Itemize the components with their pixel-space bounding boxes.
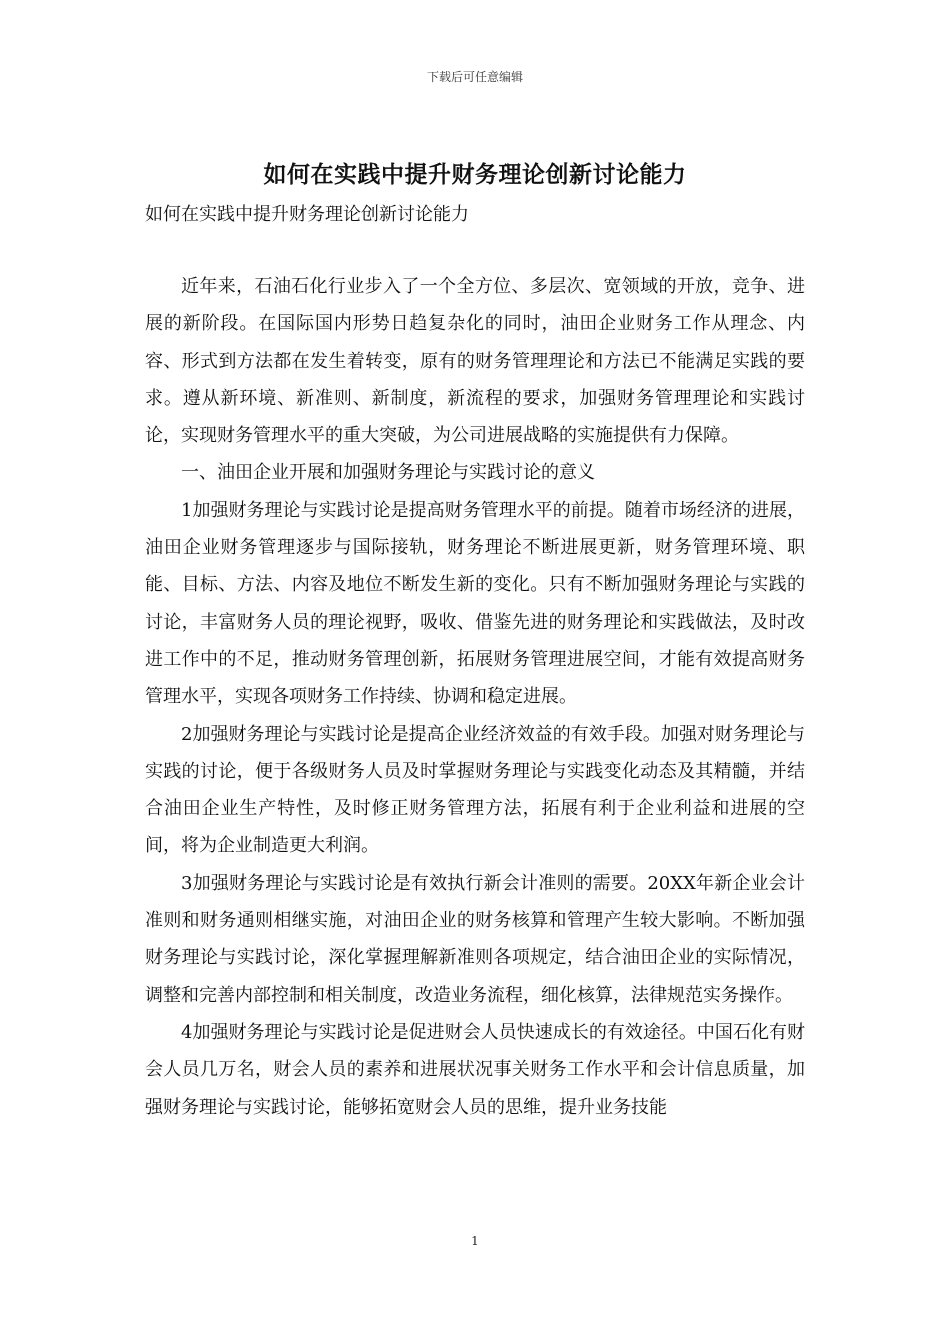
page-number: 1 <box>471 1234 479 1248</box>
document-title: 如何在实践中提升财务理论创新讨论能力 <box>263 161 687 188</box>
document-subtitle: 如何在实践中提升财务理论创新讨论能力 <box>145 204 469 225</box>
paragraph-point-4: 4加强财务理论与实践讨论是促进财会人员快速成长的有效途径。中国石化有财会人员几万名，财会人员的素养和进展状况事关财务工作水平和会计信息质量，加强财务理论与实践讨论，能够拓宽财会人员的思维，提升业务技能 <box>145 1021 805 1118</box>
header-note: 下载后可任意编辑 <box>426 70 523 84</box>
paragraph-point-2: 2加强财务理论与实践讨论是提高企业经济效益的有效手段。加强对财务理论与实践的讨论，便于各级财务人员及时掌握财务理论与实践变化动态及其精髓，并结合油田企业生产特性，及时修正财务管理方法，拓展有利于企业利益和进展的空间，将为企业制造更大利润。 <box>145 723 805 857</box>
document-body <box>145 268 805 1126</box>
paragraph-intro: 近年来，石油石化行业步入了一个全方位、多层次、宽领域的开放，竞争、进展的新阶段。在国际国内形势日趋复杂化的同时，油田企业财务工作从理念、内容、形式到方法都在发生着转变，原有的财务管理理论和方法已不能满足实践的要求。遵从新环境、新准则、新制度，新流程的要求，加强财务管理理论和实践讨论，实现财务管理水平的重大突破，为公司进展战略的实施提供有力保障。 <box>145 276 805 447</box>
paragraph-point-1: 1加强财务理论与实践讨论是提高财务管理水平的前提。随着市场经济的进展，油田企业财务管理逐步与国际接轨，财务理论不断进展更新，财务管理环境、职能、目标、方法、内容及地位不断发生新的变化。只有不断加强财务理论与实践的讨论，丰富财务人员的理论视野，吸收、借鉴先进的财务理论和实践做法，及时改进工作中的不足，推动财务管理创新，拓展财务管理进展空间，才能有效提高财务管理水平，实现各项财务工作持续、协调和稳定进展。 <box>145 499 805 708</box>
paragraph-point-3: 3加强财务理论与实践讨论是有效执行新会计准则的需要。20XX年新企业会计准则和财务通则相继实施，对油田企业的财务核算和管理产生较大影响。不断加强财务理论与实践讨论，深化掌握理解新准则各项规定，结合油田企业的实际情况，调整和完善内部控制和相关制度，改造业务流程，细化核算，法律规范实务操作。 <box>145 872 805 1006</box>
section-heading: 一、油田企业开展和加强财务理论与实践讨论的意义 <box>181 462 595 484</box>
